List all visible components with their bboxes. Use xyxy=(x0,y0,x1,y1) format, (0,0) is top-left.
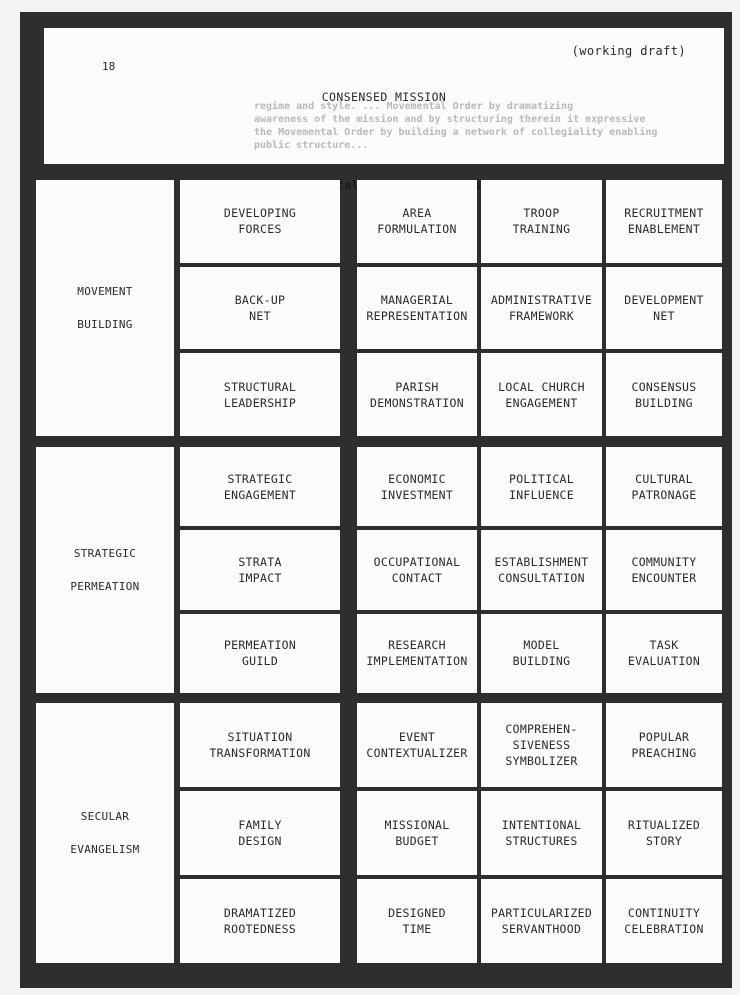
operation-cell: DESIGNED TIME xyxy=(357,879,477,963)
operation-cell: TROOP TRAINING xyxy=(481,180,602,263)
operation-cell: COMPREHEN- SIVENESS SYMBOLIZER xyxy=(481,703,602,787)
operation-cell: INTENTIONAL STRUCTURES xyxy=(481,791,602,875)
operation-cell: EVENT CONTEXTUALIZER xyxy=(357,703,477,787)
row-label: DEVELOPING FORCES xyxy=(180,180,340,263)
header-panel xyxy=(44,28,724,164)
operation-cell: ESTABLISHMENT CONSULTATION xyxy=(481,530,602,609)
row-label: FAMILY DESIGN xyxy=(180,791,340,875)
bleed-through-text: regime and style. ... Movemental Order by dramatizing awareness of the mission and by structuring therein it expressive the Movemental Order by building a network of collegiality enabling public structure... xyxy=(254,101,658,151)
operation-cell: ADMINISTRATIVE FRAMEWORK xyxy=(481,267,602,350)
row-label: BACK-UP NET xyxy=(180,267,340,350)
section-label: MOVEMENT BUILDING xyxy=(36,180,174,436)
operation-cell: CONSENSUS BUILDING xyxy=(606,353,722,436)
operation-cell: RESEARCH IMPLEMENTATION xyxy=(357,614,477,693)
row-label: PERMEATION GUILD xyxy=(180,614,340,693)
section-label: STRATEGIC PERMEATION xyxy=(36,447,174,693)
operation-cell: MISSIONAL BUDGET xyxy=(357,791,477,875)
row-label: STRATEGIC ENGAGEMENT xyxy=(180,447,340,526)
section-label: SECULAR EVANGELISM xyxy=(36,703,174,963)
operation-cell: DEVELOPMENT NET xyxy=(606,267,722,350)
operation-cell: POLITICAL INFLUENCE xyxy=(481,447,602,526)
operation-cell: PARTICULARIZED SERVANTHOOD xyxy=(481,879,602,963)
operation-cell: RECRUITMENT ENABLEMENT xyxy=(606,180,722,263)
operation-cell: MANAGERIAL REPRESENTATION xyxy=(357,267,477,350)
row-label: DRAMATIZED ROOTEDNESS xyxy=(180,879,340,963)
operation-cell: AREA FORMULATION xyxy=(357,180,477,263)
operation-cell: CONTINUITY CELEBRATION xyxy=(606,879,722,963)
operation-cell: POPULAR PREACHING xyxy=(606,703,722,787)
operation-cell: COMMUNITY ENCOUNTER xyxy=(606,530,722,609)
row-label: STRATA IMPACT xyxy=(180,530,340,609)
page-number: 18 xyxy=(102,60,116,73)
page-title: CONSENSED MISSION xyxy=(321,90,447,104)
operation-cell: LOCAL CHURCH ENGAGEMENT xyxy=(481,353,602,436)
operation-cell: RITUALIZED STORY xyxy=(606,791,722,875)
operation-cell: PARISH DEMONSTRATION xyxy=(357,353,477,436)
operation-cell: CULTURAL PATRONAGE xyxy=(606,447,722,526)
row-label: SITUATION TRANSFORMATION xyxy=(180,703,340,787)
operation-cell: MODEL BUILDING xyxy=(481,614,602,693)
working-draft-note: (working draft) xyxy=(571,44,686,58)
row-label: STRUCTURAL LEADERSHIP xyxy=(180,353,340,436)
operation-cell: OCCUPATIONAL CONTACT xyxy=(357,530,477,609)
operation-cell: ECONOMIC INVESTMENT xyxy=(357,447,477,526)
operation-cell: TASK EVALUATION xyxy=(606,614,722,693)
